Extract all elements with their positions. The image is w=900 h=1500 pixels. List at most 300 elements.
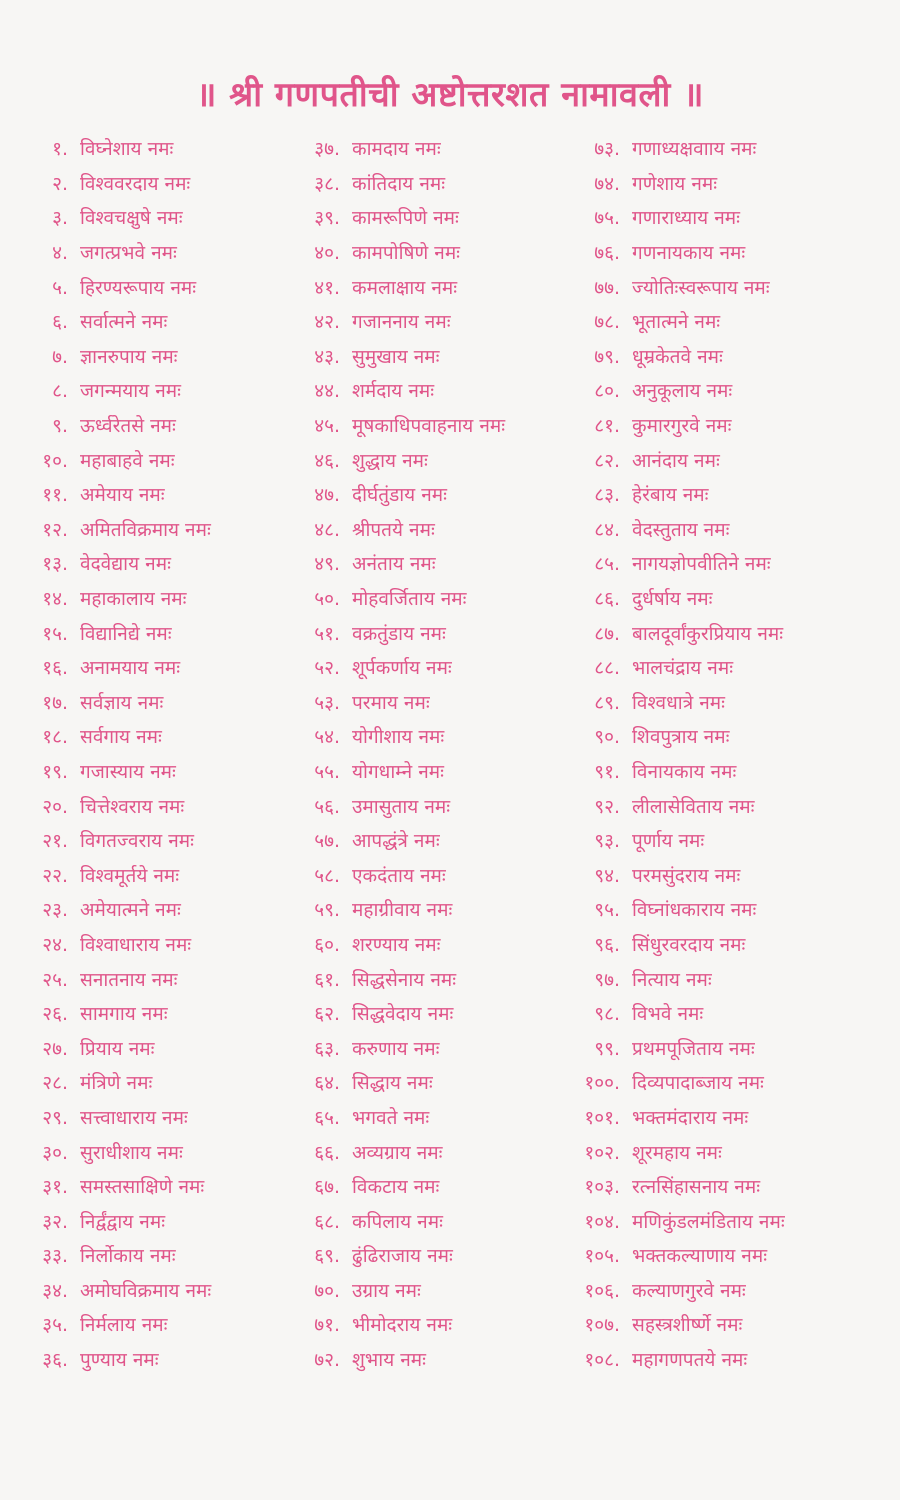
item-name: सिद्धसेनाय नमः xyxy=(352,968,457,991)
item-number: ९३. xyxy=(594,830,620,853)
name-list-item xyxy=(570,615,900,650)
item-number: ७९. xyxy=(594,345,620,368)
item-name: बालदूर्वांकुरप्रियाय नमः xyxy=(632,622,784,645)
item-name: हेरंबाय नमः xyxy=(632,484,709,507)
item-number: १४. xyxy=(42,588,68,611)
item-number: ९१. xyxy=(594,760,620,783)
name-list-item xyxy=(0,719,300,754)
item-name: विश्वमूर्तये नमः xyxy=(80,864,180,887)
item-number: ७४. xyxy=(594,172,620,195)
item-name: आनंदाय नमः xyxy=(632,449,720,472)
item-name: सिद्धवेदाय नमः xyxy=(352,1003,454,1026)
item-name: अनुकूलाय नमः xyxy=(632,380,733,403)
item-number: ३४. xyxy=(42,1279,68,1302)
item-name: पुण्याय नमः xyxy=(80,1349,159,1372)
name-list-item xyxy=(300,442,570,477)
item-name: उमासुताय नमः xyxy=(352,795,451,818)
name-list-item xyxy=(0,512,300,547)
item-name: धूम्रकेतवे नमः xyxy=(632,345,723,368)
name-list-item xyxy=(300,1307,570,1342)
name-list-item xyxy=(570,1169,900,1204)
item-number: ५. xyxy=(52,276,68,299)
name-list-item xyxy=(300,1134,570,1169)
name-list-item xyxy=(300,1203,570,1238)
name-list-item xyxy=(0,961,300,996)
item-name: विश्वधात्रे नमः xyxy=(632,691,726,714)
name-list-item xyxy=(0,754,300,789)
name-list-item xyxy=(300,546,570,581)
item-name: ऊर्ध्वरेतसे नमः xyxy=(80,415,176,438)
item-number: ४८. xyxy=(314,518,340,541)
name-list-item xyxy=(570,961,900,996)
name-list-item xyxy=(0,373,300,408)
item-number: १०८. xyxy=(584,1349,620,1372)
item-name: गणाध्यक्षवााय नमः xyxy=(632,138,757,161)
item-name: ज्ञानरुपाय नमः xyxy=(80,345,178,368)
item-name: ज्योतिःस्वरूपाय नमः xyxy=(632,276,770,299)
item-number: ३५. xyxy=(42,1314,68,1337)
name-list-item xyxy=(0,1342,300,1377)
name-list-item xyxy=(0,269,300,304)
item-name: मंत्रिणे नमः xyxy=(80,1072,153,1095)
item-number: ३०. xyxy=(42,1141,68,1164)
name-list-item xyxy=(570,1273,900,1308)
item-name: विकटाय नमः xyxy=(352,1176,440,1199)
name-list-item xyxy=(570,685,900,720)
name-list-item xyxy=(300,996,570,1031)
item-number: ८९. xyxy=(594,691,620,714)
name-list-item xyxy=(300,1169,570,1204)
item-number: १८. xyxy=(42,726,68,749)
name-list-item xyxy=(300,961,570,996)
item-name: अव्यग्राय नमः xyxy=(352,1141,443,1164)
item-number: ९०. xyxy=(594,726,620,749)
item-number: ९४. xyxy=(594,864,620,887)
item-number: ३३. xyxy=(42,1245,68,1268)
item-name: सिंधुरवरदाय नमः xyxy=(632,933,746,956)
item-number: ३९. xyxy=(314,207,340,230)
item-number: १०६. xyxy=(584,1279,620,1302)
item-number: ६५. xyxy=(314,1106,340,1129)
item-number: ४३. xyxy=(314,345,340,368)
item-name: सर्वगाय नमः xyxy=(80,726,162,749)
name-list-item xyxy=(570,1342,900,1377)
item-name: वेदस्तुताय नमः xyxy=(632,518,730,541)
item-name: लीलासेविताय नमः xyxy=(632,795,755,818)
item-name: श्रीपतये नमः xyxy=(352,518,435,541)
item-name: एकदंताय नमः xyxy=(352,864,446,887)
name-list-item xyxy=(570,235,900,270)
item-number: ७८. xyxy=(594,311,620,334)
name-list-item xyxy=(300,927,570,962)
name-list-item xyxy=(0,200,300,235)
name-list-item xyxy=(0,131,300,166)
item-name: आपद्धंत्रे नमः xyxy=(352,830,440,853)
name-list-item xyxy=(570,581,900,616)
name-list-item xyxy=(570,408,900,443)
item-number: २३. xyxy=(42,899,68,922)
item-number: ४९. xyxy=(314,553,340,576)
item-name: सर्वज्ञाय नमः xyxy=(80,691,164,714)
item-name: सिद्धाय नमः xyxy=(352,1072,433,1095)
item-name: कपिलाय नमः xyxy=(352,1210,443,1233)
item-name: उग्राय नमः xyxy=(352,1279,421,1302)
item-name: कामदाय नमः xyxy=(352,138,441,161)
item-number: १७. xyxy=(42,691,68,714)
item-number: ७७. xyxy=(594,276,620,299)
item-name: नित्याय नमः xyxy=(632,968,712,991)
item-name: नागयज्ञोपवीतिने नमः xyxy=(632,553,771,576)
item-number: ७५. xyxy=(594,207,620,230)
name-list-item xyxy=(570,166,900,201)
item-name: चित्तेश्वराय नमः xyxy=(80,795,185,818)
item-name: गजास्याय नमः xyxy=(80,760,176,783)
item-name: वक्रतुंडाय नमः xyxy=(352,622,446,645)
item-name: विश्ववरदाय नमः xyxy=(80,172,191,195)
name-list-item xyxy=(300,1100,570,1135)
item-number: ४०. xyxy=(314,242,340,265)
name-list-item xyxy=(300,615,570,650)
item-number: ५०. xyxy=(314,588,340,611)
item-name: कुमारगुरवे नमः xyxy=(632,415,732,438)
name-list-item xyxy=(300,1065,570,1100)
item-name: गणेशाय नमः xyxy=(632,172,718,195)
name-list-item xyxy=(300,408,570,443)
name-list-item xyxy=(570,892,900,927)
name-list-item xyxy=(0,685,300,720)
item-number: ४४. xyxy=(314,380,340,403)
name-list-item xyxy=(570,1307,900,1342)
item-number: २२. xyxy=(42,864,68,887)
name-list-item xyxy=(570,1203,900,1238)
item-name: अमितविक्रमाय नमः xyxy=(80,518,211,541)
name-list-item xyxy=(0,235,300,270)
name-list-item xyxy=(0,615,300,650)
item-name: हिरण्यरूपाय नमः xyxy=(80,276,197,299)
item-name: अमोघविक्रमाय नमः xyxy=(80,1279,212,1302)
item-name: शरण्याय नमः xyxy=(352,933,441,956)
name-list-item xyxy=(570,719,900,754)
name-list-item xyxy=(300,339,570,374)
item-name: जगत्प्रभवे नमः xyxy=(80,242,177,265)
name-list-item xyxy=(570,512,900,547)
name-list-item xyxy=(570,1030,900,1065)
item-number: ५१. xyxy=(314,622,340,645)
name-list-item xyxy=(0,304,300,339)
item-name: विगतज्वराय नमः xyxy=(80,830,194,853)
item-number: ६६. xyxy=(314,1141,340,1164)
name-list-item xyxy=(0,1100,300,1135)
name-list-item xyxy=(0,408,300,443)
item-name: सर्वात्मने नमः xyxy=(80,311,168,334)
name-list-item xyxy=(570,339,900,374)
item-number: ६०. xyxy=(314,933,340,956)
name-list-item xyxy=(570,788,900,823)
item-name: विनायकाय नमः xyxy=(632,760,737,783)
item-number: २८. xyxy=(42,1072,68,1095)
name-list-item xyxy=(570,1100,900,1135)
item-name: विघ्नेशाय नमः xyxy=(80,138,174,161)
item-number: ३६. xyxy=(42,1349,68,1372)
item-number: ८६. xyxy=(594,588,620,611)
name-list-item xyxy=(300,269,570,304)
item-name: प्रथमपूजिताय नमः xyxy=(632,1037,755,1060)
item-number: ५९. xyxy=(314,899,340,922)
item-number: ८. xyxy=(52,380,68,403)
name-list-item xyxy=(300,788,570,823)
item-name: योगधाम्ने नमः xyxy=(352,760,444,783)
name-list-item xyxy=(0,1030,300,1065)
item-name: प्रियाय नमः xyxy=(80,1037,155,1060)
item-number: ७३. xyxy=(594,138,620,161)
item-number: ४७. xyxy=(314,484,340,507)
item-name: योगीशाय नमः xyxy=(352,726,445,749)
item-number: ४१. xyxy=(314,276,340,299)
item-number: ७. xyxy=(52,345,68,368)
item-name: अनंताय नमः xyxy=(352,553,436,576)
item-name: सामगाय नमः xyxy=(80,1003,168,1026)
page-title: ॥ श्री गणपतीची अष्टोत्तरशत नामावली ॥ xyxy=(195,75,705,115)
item-name: समस्तसाक्षिणे नमः xyxy=(80,1176,205,1199)
name-list-item xyxy=(0,857,300,892)
item-number: ९५. xyxy=(594,899,620,922)
item-name: सहस्त्रशीर्ष्णे नमः xyxy=(632,1314,743,1337)
name-list-item xyxy=(570,546,900,581)
name-list-item xyxy=(0,1134,300,1169)
item-name: करुणाय नमः xyxy=(352,1037,440,1060)
item-name: निर्द्वंद्वाय नमः xyxy=(80,1210,166,1233)
item-name: गजाननाय नमः xyxy=(352,311,451,334)
name-list-item xyxy=(300,857,570,892)
name-list-item xyxy=(570,131,900,166)
name-list-item xyxy=(300,1342,570,1377)
name-list-item xyxy=(300,719,570,754)
name-list-item xyxy=(300,892,570,927)
item-number: ४५. xyxy=(314,415,340,438)
item-name: अमेयात्मने नमः xyxy=(80,899,181,922)
item-name: विद्यानिद्ये नमः xyxy=(80,622,172,645)
item-name: सुमुखाय नमः xyxy=(352,345,440,368)
item-number: १००. xyxy=(584,1072,620,1095)
item-number: १०४. xyxy=(584,1210,620,1233)
item-number: २४. xyxy=(42,933,68,956)
name-list-item xyxy=(570,304,900,339)
item-name: महाबाहवे नमः xyxy=(80,449,175,472)
item-name: रत्नसिंहासनाय नमः xyxy=(632,1176,761,1199)
name-list-item xyxy=(0,788,300,823)
name-list-item xyxy=(570,477,900,512)
item-name: विभवे नमः xyxy=(632,1003,704,1026)
item-number: ७०. xyxy=(314,1279,340,1302)
name-list-item xyxy=(0,477,300,512)
name-list-item xyxy=(570,442,900,477)
item-number: ६९. xyxy=(314,1245,340,1268)
item-name: अनामयाय नमः xyxy=(80,657,181,680)
item-number: ३. xyxy=(52,207,68,230)
item-number: २१. xyxy=(42,830,68,853)
name-list-item xyxy=(0,1238,300,1273)
item-number: ९. xyxy=(52,415,68,438)
item-name: कल्याणगुरवे नमः xyxy=(632,1279,746,1302)
name-list-item xyxy=(300,1030,570,1065)
item-number: ६. xyxy=(52,311,68,334)
item-name: शुद्धाय नमः xyxy=(352,449,428,472)
item-number: १३. xyxy=(42,553,68,576)
name-list-item xyxy=(570,1065,900,1100)
item-name: भीमोदराय नमः xyxy=(352,1314,453,1337)
name-list-item xyxy=(0,581,300,616)
name-list-item xyxy=(300,1273,570,1308)
item-number: ६८. xyxy=(314,1210,340,1233)
name-list-item xyxy=(570,373,900,408)
item-number: ८१. xyxy=(594,415,620,438)
item-number: ५४. xyxy=(314,726,340,749)
name-list-item xyxy=(300,685,570,720)
item-number: ५७. xyxy=(314,830,340,853)
item-name: शूरमहाय नमः xyxy=(632,1141,722,1164)
item-number: २. xyxy=(52,172,68,195)
item-name: कांतिदाय नमः xyxy=(352,172,446,195)
item-number: २०. xyxy=(42,795,68,818)
item-number: ८८. xyxy=(594,657,620,680)
item-name: सुराधीशाय नमः xyxy=(80,1141,183,1164)
name-list-item xyxy=(570,269,900,304)
item-name: शूर्पकर्णाय नमः xyxy=(352,657,452,680)
name-list-item xyxy=(570,996,900,1031)
item-number: ९९. xyxy=(594,1037,620,1060)
name-list-item xyxy=(0,1065,300,1100)
name-list-column-3 xyxy=(570,131,900,1376)
name-list-item xyxy=(570,650,900,685)
name-list-item xyxy=(300,823,570,858)
item-number: ९८. xyxy=(594,1003,620,1026)
item-name: भक्तमंदाराय नमः xyxy=(632,1106,749,1129)
name-list-item xyxy=(0,650,300,685)
item-number: ७१. xyxy=(314,1314,340,1337)
item-number: १०. xyxy=(42,449,68,472)
item-number: ६१. xyxy=(314,968,340,991)
item-number: १०५. xyxy=(584,1245,620,1268)
name-list-item xyxy=(300,131,570,166)
item-number: ५२. xyxy=(314,657,340,680)
item-number: ४६. xyxy=(314,449,340,472)
name-list-item xyxy=(300,650,570,685)
item-name: सनातनाय नमः xyxy=(80,968,178,991)
item-number: १६. xyxy=(42,657,68,680)
item-number: ५५. xyxy=(314,760,340,783)
name-list-item xyxy=(570,1134,900,1169)
item-number: १०७. xyxy=(584,1314,620,1337)
name-list-item xyxy=(570,823,900,858)
item-number: ६२. xyxy=(314,1003,340,1026)
name-list-item xyxy=(0,1273,300,1308)
name-list-item xyxy=(570,857,900,892)
item-name: ढुंढिराजाय नमः xyxy=(352,1245,453,1268)
name-list-item xyxy=(300,754,570,789)
item-number: ५८. xyxy=(314,864,340,887)
item-name: कमलाक्षाय नमः xyxy=(352,276,458,299)
item-name: विघ्नांधकाराय नमः xyxy=(632,899,757,922)
name-list-item xyxy=(300,200,570,235)
name-list-item xyxy=(300,477,570,512)
name-list-item xyxy=(300,581,570,616)
item-number: ८३. xyxy=(594,484,620,507)
item-number: ८०. xyxy=(594,380,620,403)
name-list-item xyxy=(0,823,300,858)
item-name: अमेयाय नमः xyxy=(80,484,165,507)
item-name: शर्मदाय नमः xyxy=(352,380,435,403)
item-number: ३१. xyxy=(42,1176,68,1199)
item-number: १०३. xyxy=(584,1176,620,1199)
name-list-item xyxy=(0,892,300,927)
item-name: दीर्घतुंडाय नमः xyxy=(352,484,447,507)
item-number: १०२. xyxy=(584,1141,620,1164)
item-number: १९. xyxy=(42,760,68,783)
name-list-item xyxy=(0,166,300,201)
item-name: सत्त्वाधाराय नमः xyxy=(80,1106,188,1129)
item-number: २५. xyxy=(42,968,68,991)
name-list-column-2 xyxy=(300,131,570,1376)
item-number: ८२. xyxy=(594,449,620,472)
item-name: दिव्यपादाब्जाय नमः xyxy=(632,1072,764,1095)
item-name: गणाराध्याय नमः xyxy=(632,207,740,230)
item-number: १५. xyxy=(42,622,68,645)
item-name: कामरूपिणे नमः xyxy=(352,207,459,230)
name-list-item xyxy=(570,754,900,789)
name-list-item xyxy=(0,1203,300,1238)
item-name: परमसुंदराय नमः xyxy=(632,864,741,887)
item-name: मणिकुंडलमंडिताय नमः xyxy=(632,1210,785,1233)
name-list-item xyxy=(0,1169,300,1204)
item-name: गणनायकाय नमः xyxy=(632,242,746,265)
item-number: ७२. xyxy=(314,1349,340,1372)
name-list-item xyxy=(0,996,300,1031)
item-number: १०१. xyxy=(584,1106,620,1129)
item-name: भक्तकल्याणाय नमः xyxy=(632,1245,768,1268)
item-name: महाकालाय नमः xyxy=(80,588,187,611)
name-list-column-1 xyxy=(0,131,300,1376)
item-number: ६७. xyxy=(314,1176,340,1199)
item-name: मोहवर्जिताय नमः xyxy=(352,588,467,611)
item-name: महाग्रीवाय नमः xyxy=(352,899,453,922)
item-number: ८४. xyxy=(594,518,620,541)
name-list-item xyxy=(0,1307,300,1342)
item-number: ३२. xyxy=(42,1210,68,1233)
item-number: २७. xyxy=(42,1037,68,1060)
item-number: ११. xyxy=(42,484,68,507)
item-number: ८७. xyxy=(594,622,620,645)
item-number: ९७. xyxy=(594,968,620,991)
item-name: शुभाय नमः xyxy=(352,1349,427,1372)
item-name: विश्वाधाराय नमः xyxy=(80,933,192,956)
item-name: परमाय नमः xyxy=(352,691,430,714)
item-name: भालचंद्राय नमः xyxy=(632,657,734,680)
item-name: निर्मलाय नमः xyxy=(80,1314,168,1337)
name-list-item xyxy=(570,1238,900,1273)
item-number: ८५. xyxy=(594,553,620,576)
item-number: ९२. xyxy=(594,795,620,818)
item-number: ५३. xyxy=(314,691,340,714)
name-list-item xyxy=(570,200,900,235)
item-name: शिवपुत्राय नमः xyxy=(632,726,730,749)
item-number: १. xyxy=(52,138,68,161)
item-number: ७६. xyxy=(594,242,620,265)
item-number: ४२. xyxy=(314,311,340,334)
item-name: भूतात्मने नमः xyxy=(632,311,721,334)
item-name: कामपोषिणे नमः xyxy=(352,242,461,265)
item-number: २६. xyxy=(42,1003,68,1026)
name-list-item xyxy=(300,166,570,201)
